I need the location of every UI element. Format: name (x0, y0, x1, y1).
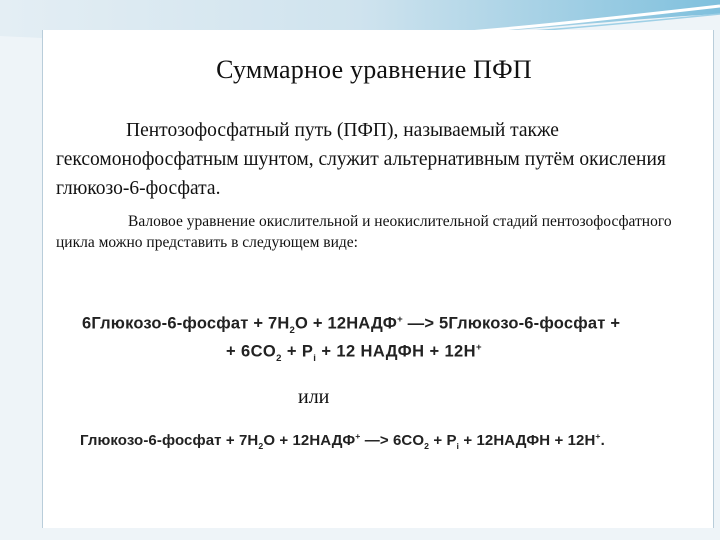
equation-line-2: + $6CO_2 + P_i + 12$ НАДФН + 12H+ (226, 342, 482, 364)
equation-line: Глюкозо-6-фосфат + $7H_2O$ + 12НАДФ+ —> $6CO_2 + P_i$ + 12НАДФН + 12H+. (80, 431, 605, 451)
equation-line-1: 6Глюкозо-6-фосфат + $7H_2O$ + 12НАДФ+ —> 5Глюкозо-6-фосфат + (82, 314, 621, 336)
overall-equation (76, 308, 676, 368)
simplified-equation (72, 425, 672, 457)
intro-text: Пентозофосфатный путь (ПФП), называемый также гексомонофосфатным шунтом, служит альтернативным путём окисления глюкозо-6-фосфата. (56, 120, 666, 199)
description-paragraph (56, 211, 696, 253)
or-label: или (298, 386, 330, 408)
intro-paragraph (56, 116, 696, 203)
description-text: Валовое уравнение окислительной и неокислительной стадий пентозофосфатного цикла можно представить в следующем виде: (56, 213, 672, 251)
slide-title: Суммарное уравнение ПФП (216, 55, 532, 85)
